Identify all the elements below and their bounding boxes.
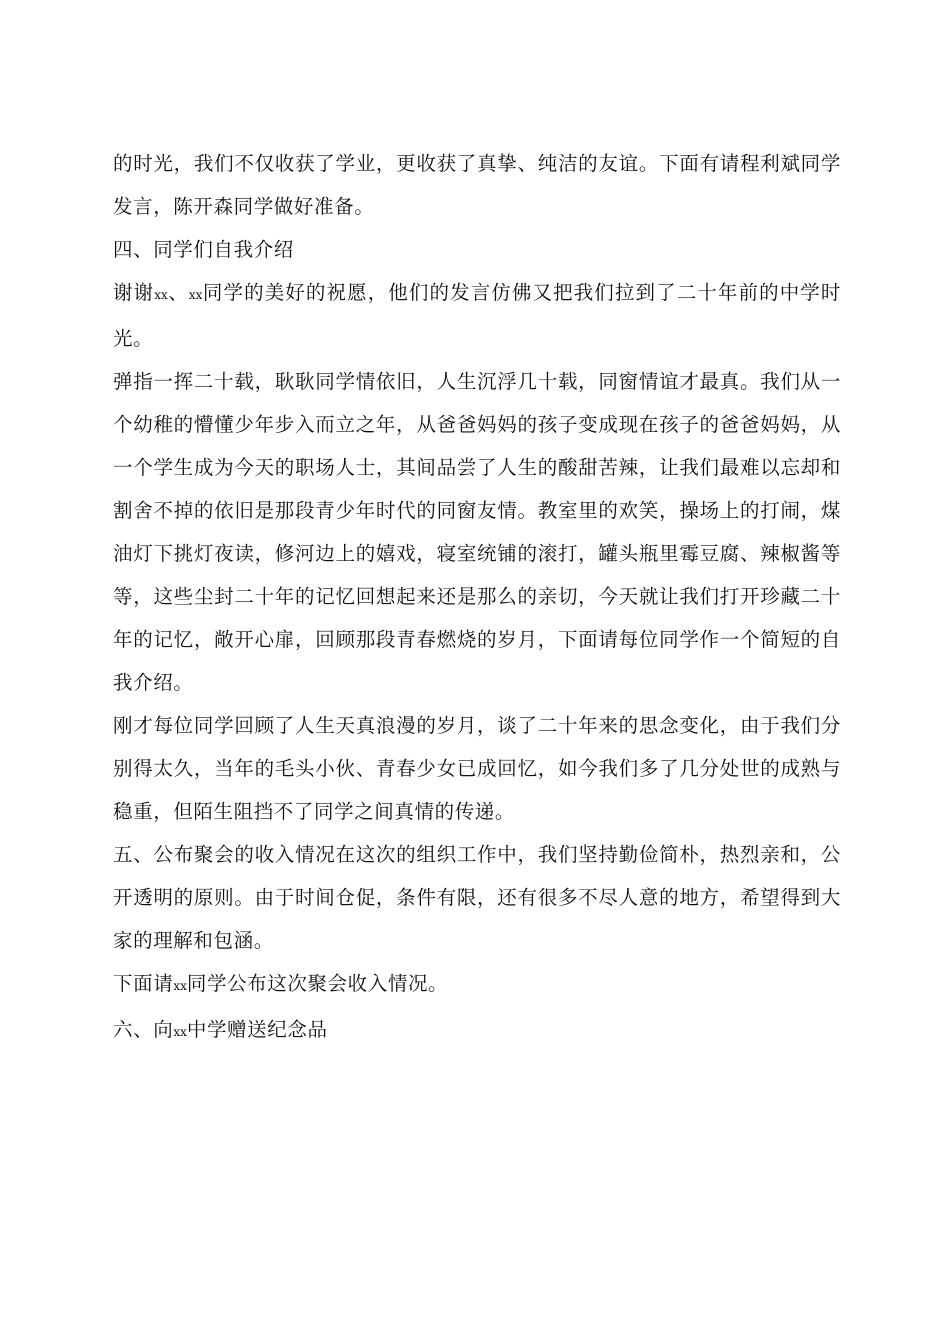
section-heading-income-report: 五、公布聚会的收入情况在这次的组织工作中，我们坚持勤俭简朴，热烈亲和，公开透明的原则。由于时间仓促，条件有限，还有很多不尽人意的地方，希望得到大家的理解和包涵。 <box>113 843 841 952</box>
text-segment: 谢谢 <box>113 281 155 304</box>
section-heading-souvenir <box>113 1008 841 1054</box>
paragraph-twenty-years: 弹指一挥二十载，耿耿同学情依旧，人生沉浮几十载，同窗情谊才最真。我们从一个幼稚的懵懂少年步入而立之年，从爸爸妈妈的孩子变成现在孩子的爸爸妈妈，从一个学生成为今天的职场人士，其间品尝了人生的酸甜苦辣，让我们最难以忘却和割舍不掉的依旧是那段青少年时代的同窗友情。教室里的欢笑，操场上的打闹，煤油灯下挑灯夜读，修河边上的嬉戏，寝室统铺的滚打，罐头瓶里霉豆腐、辣椒酱等等，这些尘封二十年的记忆回想起来还是那么的亲切，今天就让我们打开珍藏二十年的记忆，敞开心扉，回顾那段青春燃烧的岁月，下面请每位同学作一个简短的自我介绍。 <box>113 370 841 694</box>
paragraph-thanks <box>113 271 841 360</box>
document-body <box>113 142 841 1054</box>
name-placeholder: xx <box>188 288 203 302</box>
paragraph-income-announcement <box>113 962 841 1008</box>
school-placeholder: xx <box>173 1025 187 1039</box>
text-segment: 同学公布这次聚会收入情况。 <box>186 972 449 995</box>
name-placeholder: xx <box>173 979 187 993</box>
section-heading-self-introduction: 四、同学们自我介绍 <box>113 238 294 261</box>
text-segment: 同学的美好的祝愿，他们的发言仿佛又把我们拉到了二十年前的中学时光。 <box>113 281 841 350</box>
name-placeholder: xx <box>154 288 168 302</box>
paragraph-reflection: 刚才每位同学回顾了人生天真浪漫的岁月，谈了二十年来的思念变化，由于我们分别得太久，当年的毛头小伙、青春少女已成回忆，如今我们多了几分处世的成熟与稳重，但陌生阻挡不了同学之间真情的传递。 <box>113 714 841 823</box>
text-segment: 六、向 <box>113 1018 174 1041</box>
text-segment: 、 <box>167 281 189 304</box>
text-segment: 下面请 <box>113 972 174 995</box>
text-segment: 中学赠送纪念品 <box>186 1018 328 1041</box>
paragraph-closing-remarks: 的时光，我们不仅收获了学业，更收获了真挚、纯洁的友谊。下面有请程利斌同学发言，陈开森同学做好准备。 <box>113 152 841 218</box>
